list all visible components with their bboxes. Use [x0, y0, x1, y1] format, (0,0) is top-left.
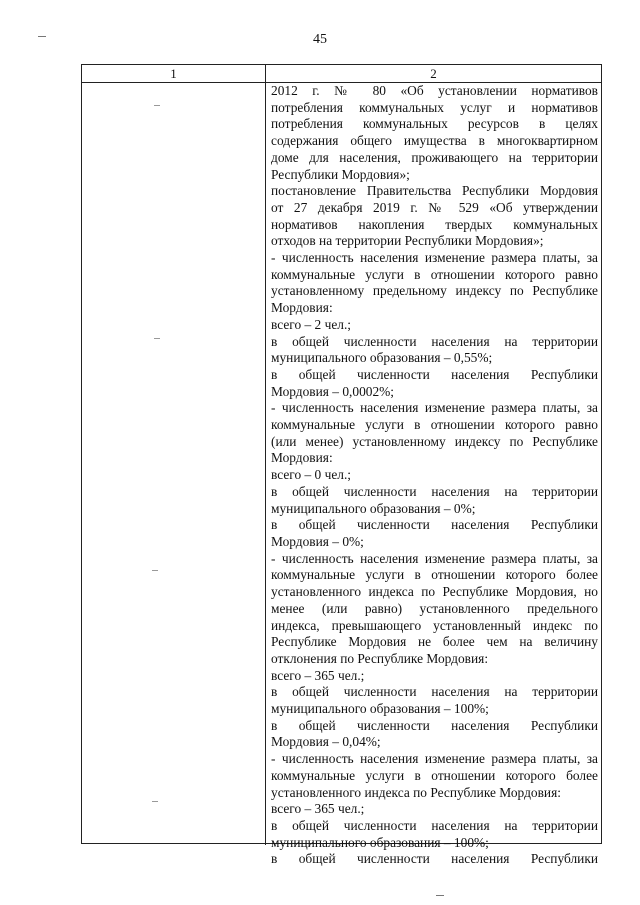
text-line: установленному предельному индексу по Республике — [271, 283, 598, 299]
column-2-header: 2 — [430, 66, 437, 81]
text-line: потребления коммунальных услуг и нормативов — [271, 99, 598, 115]
document-table — [81, 64, 602, 867]
text-line: в общей численности населения на территории — [271, 483, 598, 499]
text-line: муниципального образования – 0,55%; — [271, 350, 493, 366]
text-line: муниципального образования – 0%; — [271, 500, 476, 516]
text-line: в общей численности населения на территории — [271, 684, 598, 700]
text-line: коммунальные услуги в отношении которого более — [271, 567, 598, 583]
text-line: отходов на территории Республики Мордовия»; — [271, 233, 544, 249]
text-line: индекса, превышающего установленный индекс по — [271, 617, 598, 633]
text-line: всего – 0 чел.; — [271, 467, 352, 483]
column-1-header: 1 — [82, 65, 266, 82]
text-line: коммунальные услуги в отношении которого равно — [271, 266, 598, 282]
text-line: в общей численности населения Республики — [271, 366, 598, 382]
text-line: доме для населения, проживающего на территории — [271, 149, 598, 165]
text-line: 2012 г. № 80 «Об установлении нормативов — [271, 83, 598, 98]
text-line: всего – 2 чел.; — [271, 316, 352, 332]
text-line: Мордовия – 0,04%; — [271, 734, 381, 750]
text-line: Мордовия – 0%; — [271, 533, 364, 549]
text-line: Республике Мордовия не более чем на величину — [271, 634, 598, 650]
text-line: от 27 декабря 2019 г. № 529 «Об утверждении — [271, 199, 598, 215]
column-2-cell — [266, 83, 601, 867]
text-line: Мордовия: — [271, 300, 333, 316]
text-line: коммунальные услуги в отношении которого более — [271, 767, 598, 783]
text-line: Мордовия – 0,0002%; — [271, 383, 395, 399]
text-line: муниципального образования – 100%; — [271, 701, 489, 717]
text-line: - численность населения изменение размера платы, за — [271, 250, 598, 266]
text-line: - численность населения изменение размера платы, за — [271, 400, 598, 416]
text-line: менее (или равно) установленного предельного — [271, 600, 598, 616]
text-line: всего – 365 чел.; — [271, 801, 365, 817]
text-line: потребления коммунальных ресурсов в целях — [271, 116, 598, 132]
text-line: отклонения по Республике Мордовия: — [271, 650, 489, 666]
page-number: 45 — [313, 32, 327, 47]
text-line: в общей численности населения на территории — [271, 333, 598, 349]
text-line: - численность населения изменение размера платы, за — [271, 751, 598, 767]
scan-speck — [154, 338, 160, 339]
text-line: в общей численности населения Республики — [271, 851, 598, 867]
text-line: нормативов накопления твердых коммунальных — [271, 216, 598, 232]
text-line: установленного индекса по Республике Мордовия, но — [271, 584, 598, 600]
text-line: - численность населения изменение размера платы, за — [271, 550, 598, 566]
text-line: в общей численности населения Республики — [271, 717, 598, 733]
scan-speck — [152, 570, 158, 571]
table-body-row — [82, 83, 601, 867]
text-line: содержания общего имущества в многоквартирном — [271, 133, 598, 149]
table-header-row — [82, 65, 601, 83]
column-1-cell — [82, 83, 266, 845]
text-line: всего – 365 чел.; — [271, 667, 365, 683]
scan-speck — [152, 801, 158, 802]
text-line: постановление Правительства Республики Мордовия — [271, 183, 598, 199]
scan-mark — [436, 895, 444, 896]
text-line: в общей численности населения Республики — [271, 517, 598, 533]
text-line: Мордовия: — [271, 450, 333, 466]
text-line: (или менее) установленному индексу по Республике — [271, 433, 598, 449]
text-line: в общей численности населения на территории — [271, 817, 598, 833]
scan-speck — [154, 105, 160, 106]
text-line: муниципального образования – 100%; — [271, 834, 489, 850]
text-line: Республики Мордовия»; — [271, 166, 410, 182]
text-line: коммунальные услуги в отношении которого равно — [271, 417, 598, 433]
text-line: установленного индекса по Республике Мордовия: — [271, 784, 561, 800]
scan-mark — [38, 36, 46, 37]
